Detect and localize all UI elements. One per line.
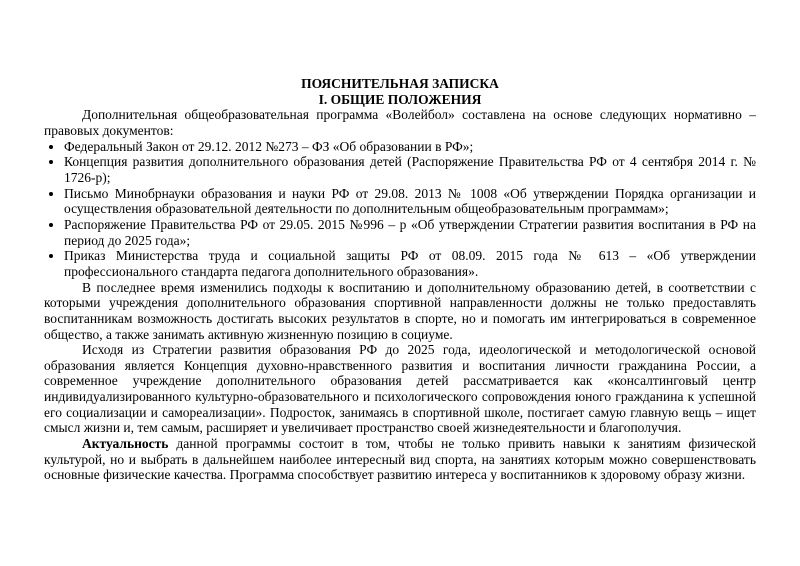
list-item-concept: • Концепция развития дополнительного образования детей (Распоряжение Правительства РФ от 4 сентября 2014 г. № 1726-р); [64,154,756,185]
paragraph-education-approaches: В последнее время изменились подходы к воспитанию и дополнительному образованию детей, в соответствии с которыми учреждения дополнительного образования спортивной направленности должны не только предоставлять воспитанникам возможность достигать высоких результатов в спорте, но и помогать им интегрироваться в современное общество, а также занимать активную жизненную позицию в социуме. [44,279,756,342]
normative-documents-list [44,139,756,280]
paragraph-actuality [44,436,756,483]
list-item-directive: • Распоряжение Правительства РФ от 29.05. 2015 №996 – р «Об утверждении Стратегии развития воспитания в РФ на период до 2025 года»; [64,217,756,248]
section-heading: I. ОБЩИЕ ПОЛОЖЕНИЯ [318,91,482,107]
actuality-keyword: Актуальность [82,436,169,452]
intro-paragraph: Дополнительная общеобразовательная программа «Волейбол» составлена на основе следующих нормативно – правовых документов: [44,107,756,138]
paragraph-strategy: Исходя из Стратегии развития образования РФ до 2025 года, идеологической и методологической основой образования является Концепция духовно-нравственного развития и воспитания личности гражданина России, а современное учреждение дополнительного образования детей рассматривается как «консалтинговый центр индивидуализированного культурно-образовательного и психологического сопровождения юного гражданина к успешной его социализации и самореализации». Подросток, занимаясь в спортивной школе, постигает самую главную вещь – ищет смысл жизни и, тем самым, расширяет и увеличивает пространство своей жизнедеятельности и благополучия. [44,342,756,436]
actuality-text: данной программы состоит в том, чтобы не только привить навыки к занятиям физической культурой, но и выбрать в дальнейшем наиболее интересный вид спорта, на занятиях которым можно совершенствовать основные физические качества. Программа способствует развитию интереса у воспитанников к здоровому образу жизни. [44,436,756,483]
list-item-federal-law: • Федеральный Закон от 29.12. 2012 №273 – ФЗ «Об образовании в РФ»; [64,139,756,155]
list-item-letter: • Письмо Минобрнауки образования и науки РФ от 29.08. 2013 № 1008 «Об утверждении Порядка организации и осуществления образовательной деятельности по дополнительным общеобразовательным программам»; [64,186,756,217]
document-title: ПОЯСНИТЕЛЬНАЯ ЗАПИСКА [301,76,499,91]
list-item-order: • Приказ Министерства труда и социальной защиты РФ от 08.09. 2015 года № 613 – «Об утверждении профессионального стандарта педагога дополнительного образования». [64,248,756,279]
